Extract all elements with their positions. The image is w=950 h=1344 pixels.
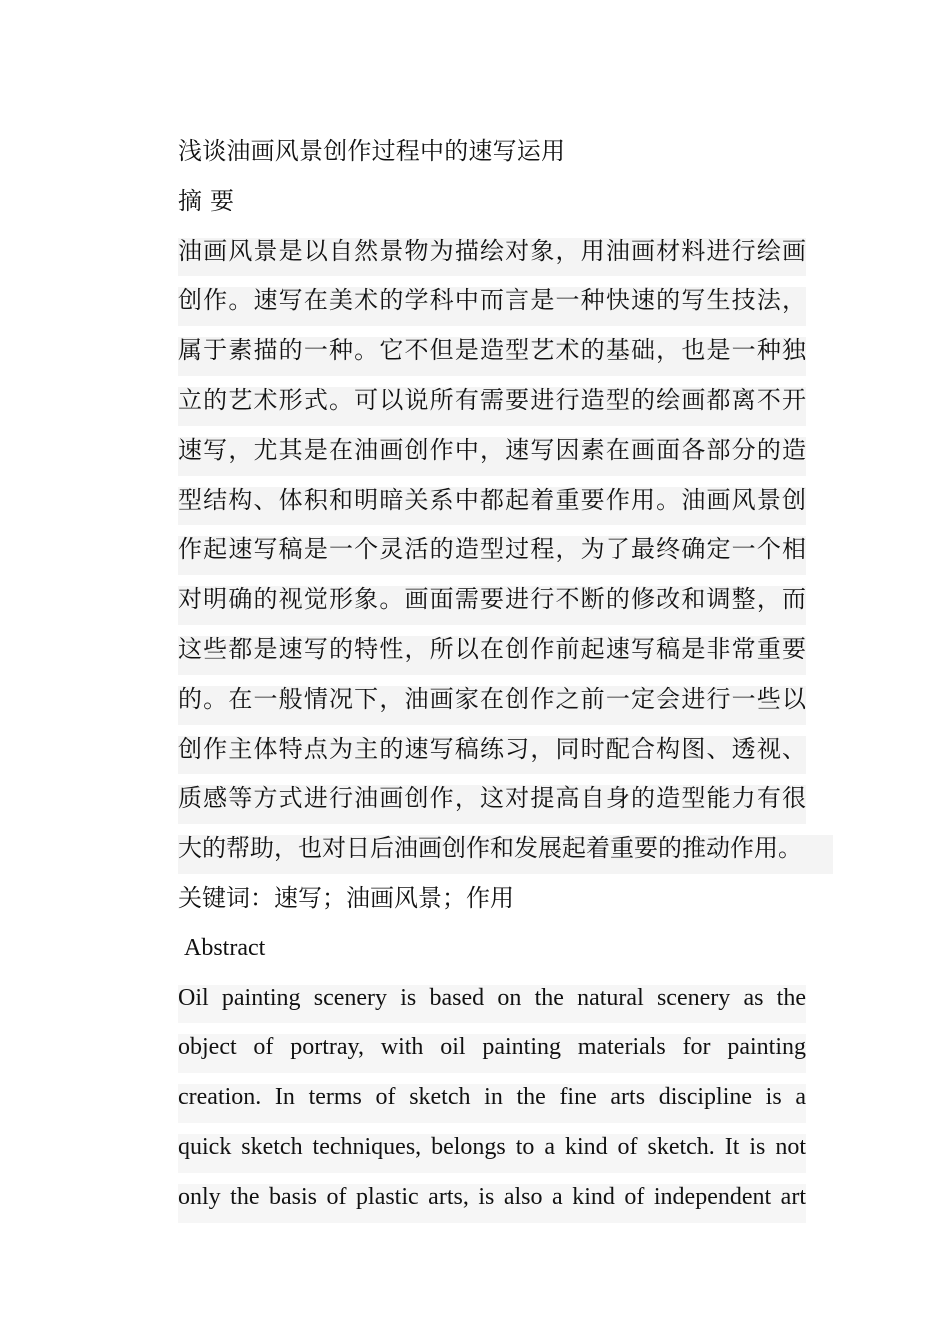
abstract-cn-line: 对明确的视觉形象。画面需要进行不断的修改和调整，而 xyxy=(178,575,806,625)
abstract-cn-line: 创作。速写在美术的学科中而言是一种快速的写生技法， xyxy=(178,276,806,326)
abstract-en-line: creation. In terms of sketch in the fine arts discipline is a xyxy=(178,1073,806,1123)
abstract-en-line: quick sketch techniques, belongs to a kind of sketch. It is not xyxy=(178,1123,806,1173)
abstract-cn-paragraph xyxy=(178,227,806,874)
abstract-heading-en: Abstract xyxy=(178,924,806,974)
abstract-cn-line: 创作主体特点为主的速写稿练习，同时配合构图、透视、 xyxy=(178,725,806,775)
abstract-en-line: Oil painting scenery is based on the natural scenery as the xyxy=(178,974,806,1024)
abstract-cn-line: 速写，尤其是在油画创作中，速写因素在画面各部分的造 xyxy=(178,426,806,476)
abstract-heading-cn: 摘 要 xyxy=(178,186,235,215)
abstract-cn-line: 立的艺术形式。可以说所有需要进行造型的绘画都离不开 xyxy=(178,376,806,426)
abstract-cn-line: 属于素描的一种。它不但是造型艺术的基础，也是一种独 xyxy=(178,326,806,376)
abstract-en-paragraph xyxy=(178,974,806,1223)
keywords-line: 关键词：速写；油画风景；作用 xyxy=(178,874,806,924)
abstract-cn-line: 的。在一般情况下，油画家在创作之前一定会进行一些以 xyxy=(178,675,806,725)
abstract-cn-line: 这些都是速写的特性，所以在创作前起速写稿是非常重要 xyxy=(178,625,806,675)
abstract-cn-line: 油画风景是以自然景物为描绘对象，用油画材料进行绘画 xyxy=(178,227,806,277)
abstract-cn-line: 型结构、体积和明暗关系中都起着重要作用。油画风景创 xyxy=(178,476,806,526)
abstract-cn-line: 质感等方式进行油画创作，这对提高自身的造型能力有很 xyxy=(178,774,806,824)
document-body xyxy=(178,127,806,1223)
abstract-en-line: only the basis of plastic arts, is also a kind of independent art xyxy=(178,1173,806,1223)
document-title: 浅谈油画风景创作过程中的速写运用 xyxy=(178,137,566,165)
abstract-cn-line: 作起速写稿是一个灵活的造型过程，为了最终确定一个相 xyxy=(178,525,806,575)
abstract-en-line: object of portray, with oil painting materials for painting xyxy=(178,1023,806,1073)
abstract-cn-line: 大的帮助，也对日后油画创作和发展起着重要的推动作用。 xyxy=(178,824,833,874)
